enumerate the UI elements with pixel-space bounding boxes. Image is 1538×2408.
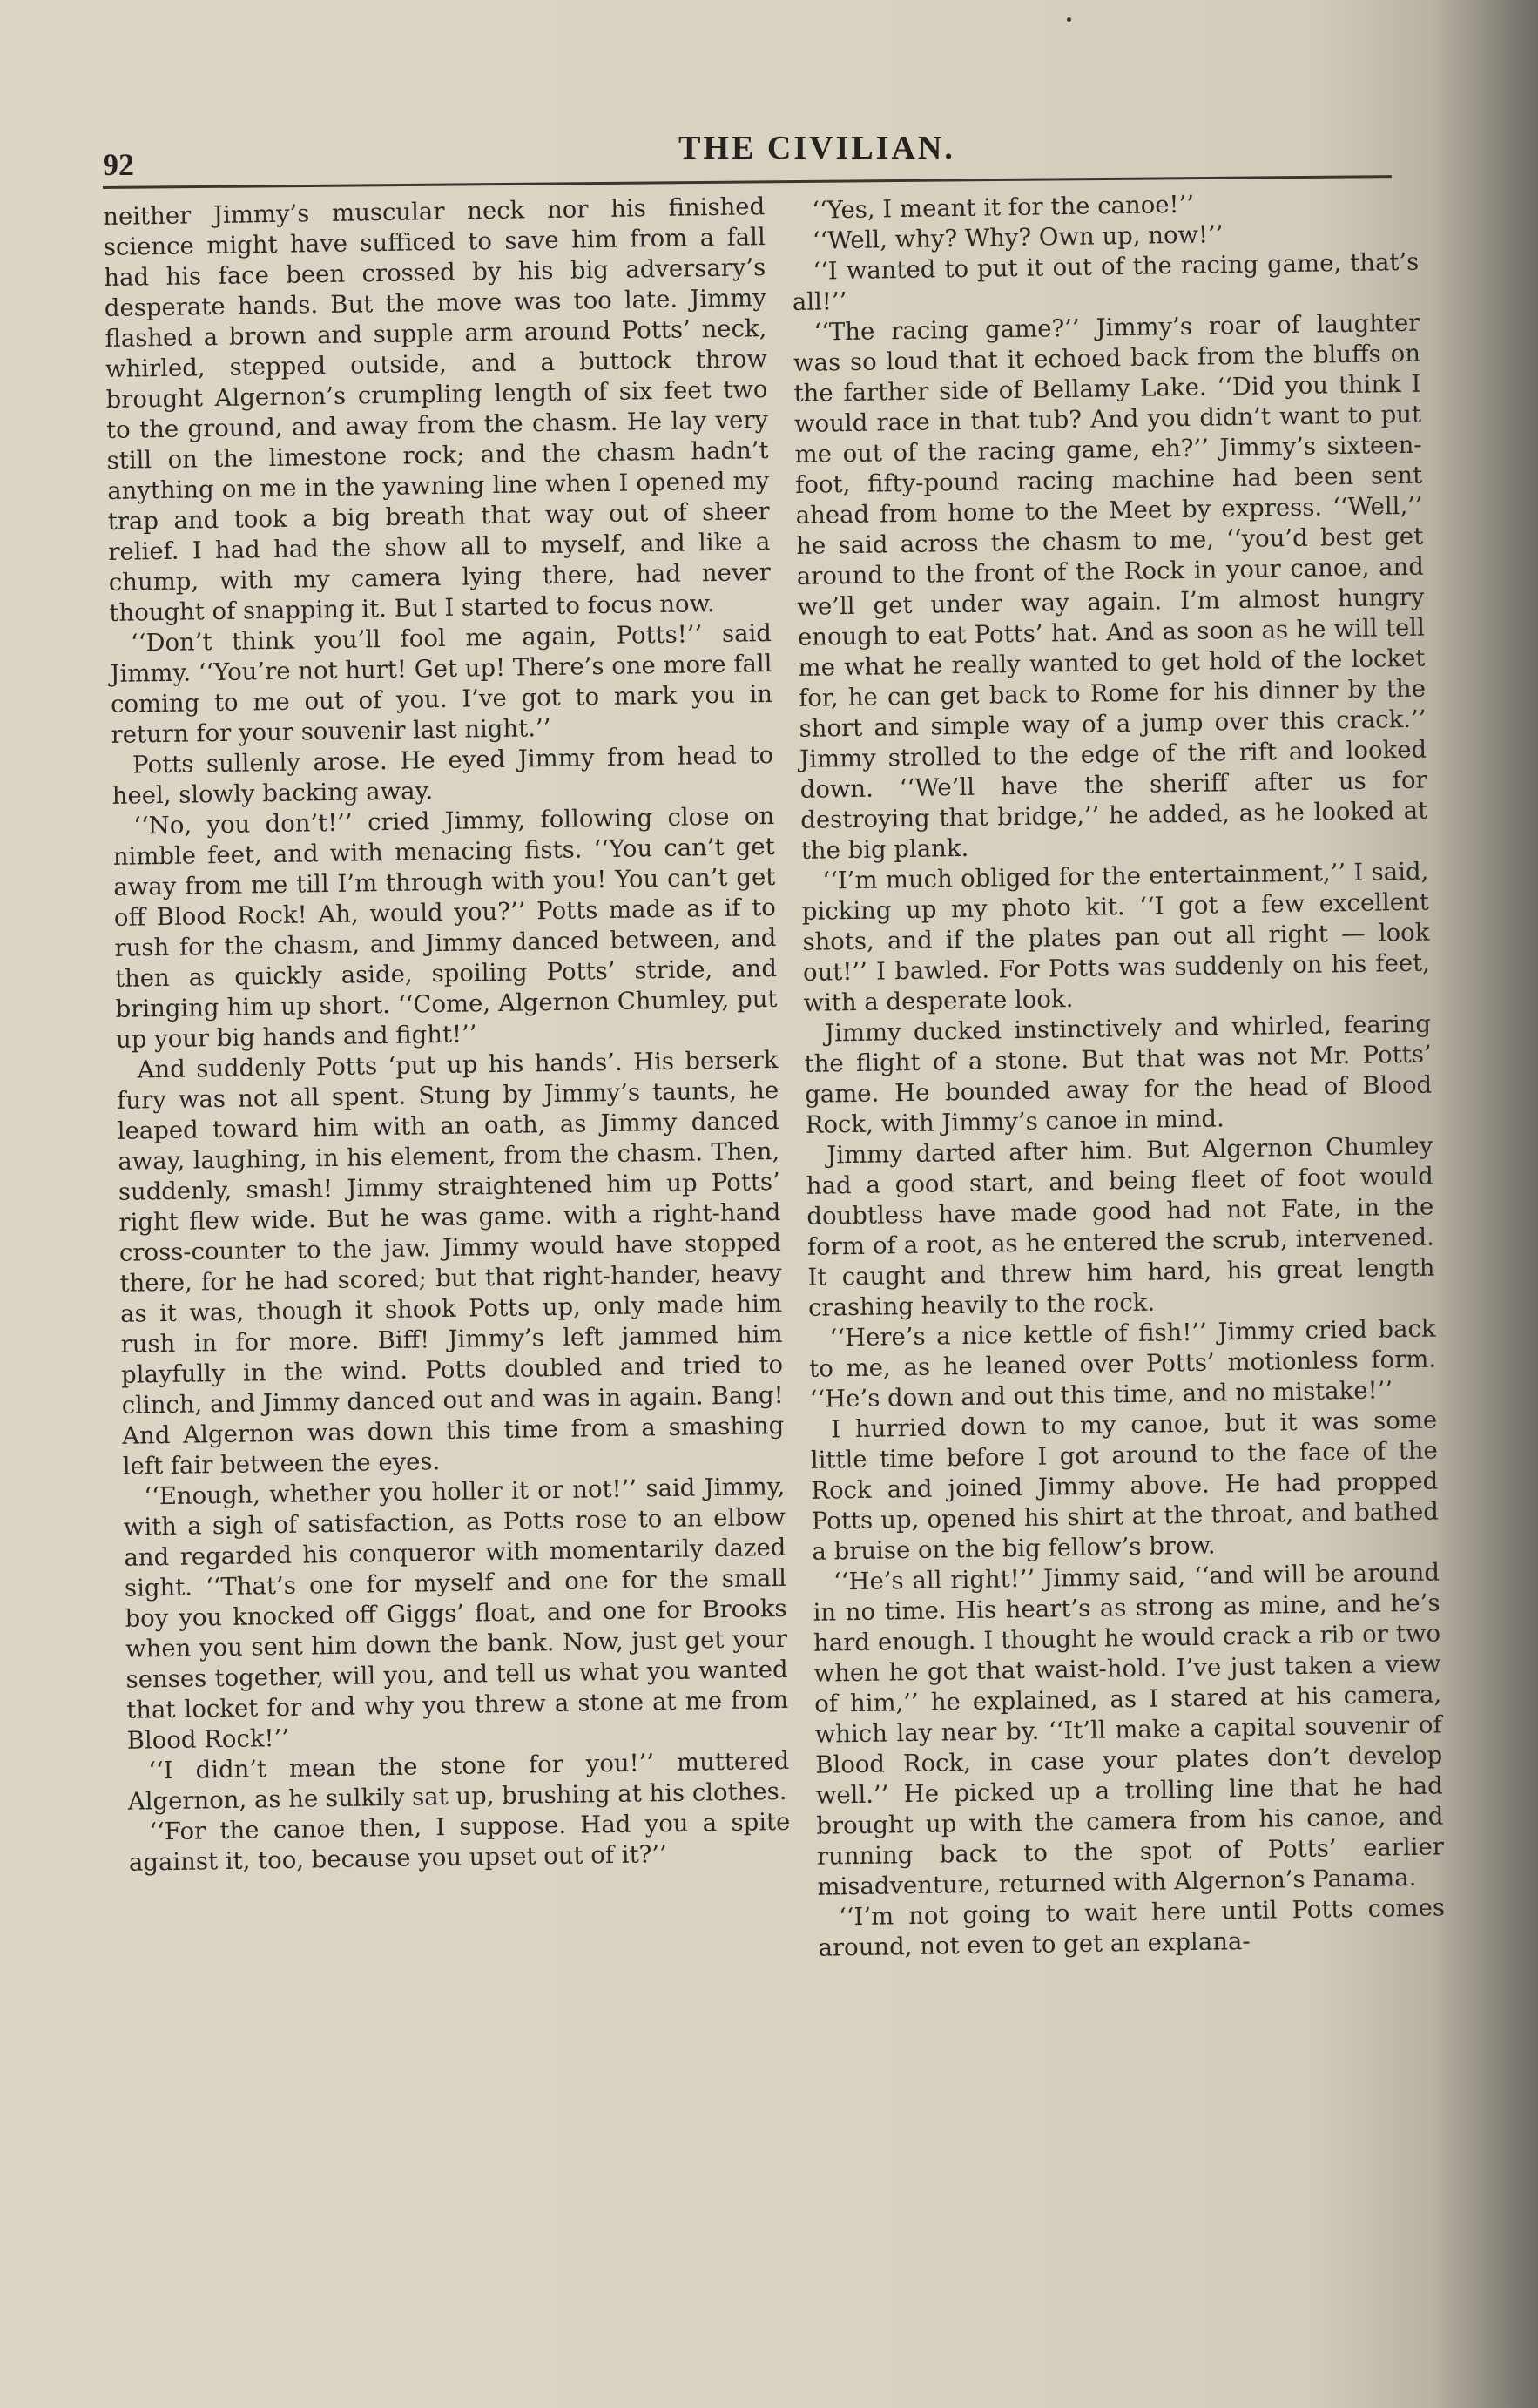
paragraph: ‘‘I’m much obliged for the entertainment,’’ I said, picking up my photo kit. ‘‘I got a few excellent shots, and if the plates pan out all right — look out!’’ I bawled. For Potts was suddenly on his feet, with a desperate look. bbox=[801, 857, 1431, 1017]
paragraph: ‘‘I wanted to put it out of the racing game, that’s all!’’ bbox=[792, 247, 1420, 316]
paragraph: Potts sullenly arose. He eyed Jimmy from head to heel, slowly backing away. bbox=[111, 740, 774, 810]
paragraph: ‘‘Yes, I meant it for the canoe!’’ bbox=[812, 190, 1195, 225]
left-column bbox=[103, 192, 791, 1879]
ink-speck bbox=[1067, 17, 1071, 22]
paragraph: ‘‘Here’s a nice kettle of fish!’’ Jimmy cried back to me, as he leaned over Potts’ motionless form. ‘‘He’s down and out this time, and no mistake!’’ bbox=[808, 1314, 1437, 1413]
header-rule bbox=[103, 175, 1392, 189]
right-column bbox=[791, 186, 1446, 1964]
paragraph: ‘‘I’m not going to wait here until Potts comes around, not even to get an explana- bbox=[818, 1893, 1446, 1962]
paragraph: ‘‘The racing game?’’ Jimmy’s roar of laughter was so loud that it echoed back from the bluffs on the farther side of Bellamy Lake. ‘‘Did you think I would race in that tub? And you didn’t want to put me out of the racing game, eh?’’ Jimmy’s sixteen-foot, fifty-pound racing machine had been sent ahead from home to the Meet by express. ‘‘Well,’’ he said across the chasm to me, ‘‘you’d best get around to the front of the Rock in your canoe, and we’ll get under way again. I’m almost hungry enough to eat Potts’ hat. And as soon as he will tell me what he really wanted to get hold of the locket for, he can get back to Rome for his dinner by the short and simple way of a jump over this crack.’’ Jimmy strolled to the edge of the rift and looked down. ‘‘We’ll have the sheriff after us for destroying that bridge,’’ he added, as he looked at the big plank. bbox=[793, 308, 1428, 865]
paragraph: ‘‘For the canoe then, I suppose. Had you a spite against it, too, because you upset out of it?’’ bbox=[128, 1807, 791, 1877]
paragraph: I hurried down to my canoe, but it was some little time before I got around to the face of the Rock and joined Jimmy above. He had propped Potts up, opened his shirt at the throat, and bathed a bruise on the big fellow’s brow. bbox=[810, 1406, 1440, 1566]
paragraph: ‘‘Well, why? Why? Own up, now!’’ bbox=[812, 220, 1224, 255]
paragraph: ‘‘I didn’t mean the stone for you!’’ muttered Algernon, as he sulkily sat up, brushing at his clothes. bbox=[127, 1746, 790, 1816]
running-title: THE CIVILIAN. bbox=[678, 130, 955, 166]
paragraph: ‘‘No, you don’t!’’ cried Jimmy, following close on nimble feet, and with menacing fists. ‘‘You can’t get away from me till I’m through with you! You can’t get off Blood Rock! Ah, would you?’’ Potts made as if to rush for the chasm, and Jimmy danced between, and then as quickly aside, spoiling Potts’ stride, and bringing him up short. ‘‘Come, Algernon Chumley, put up your big hands and fight!’’ bbox=[112, 801, 778, 1054]
page-number: 92 bbox=[103, 147, 134, 182]
paragraph: ‘‘Enough, whether you holler it or not!’’ said Jimmy, with a sigh of satisfaction, as Potts rose to an elbow and regarded his conqueror with momentarily dazed sight. ‘‘That’s one for myself and one for the small boy you knocked off Giggs’ float, and one for Brooks when you sent him down the bank. Now, just get your senses together, will you, and tell us what you wanted that locket for and why you threw a stone at me from Blood Rock!’’ bbox=[123, 1472, 789, 1755]
paragraph: ‘‘He’s all right!’’ Jimmy said, ‘‘and will be around in no time. His heart’s as strong as mine, and he’s hard enough. I thought he would crack a rib or two when he got that waist-hold. I’ve just taken a view of him,’’ he explained, as I stared at his camera, which lay near by. ‘‘It’ll make a capital souvenir of Blood Rock, in case your plates don’t develop well.’’ He picked up a trolling line that he had brought up with the camera from his canoe, and running back to the spot of Potts’ earlier misadventure, returned with Algernon’s Panama. bbox=[813, 1558, 1445, 1901]
paragraph: neither Jimmy’s muscular neck nor his finished science might have sufficed to save him from a fall had his face been crossed by his big adversary’s desperate hands. But the move was too late. Jimmy flashed a brown and supple arm around Potts’ neck, whirled, stepped outside, and a buttock throw brought Algernon’s crumpling length of six feet two to the ground, and away from the chasm. He lay very still on the limestone rock; and the chasm hadn’t anything on me in the yawning line when I opened my trap and took a big breath that way out of sheer relief. I had had the show all to myself, and like a chump, with my camera lying there, had never thought of snapping it. But I started to focus now. bbox=[103, 192, 772, 627]
paragraph: Jimmy ducked instinctively and whirled, fearing the flight of a stone. But that was not Mr. Potts’ game. He bounded away for the head of Blood Rock, with Jimmy’s canoe in mind. bbox=[804, 1009, 1433, 1139]
page-header bbox=[103, 120, 1392, 190]
paragraph: Jimmy darted after him. But Algernon Chumley had a good start, and being fleet of foot would doubtless have made good had not Fate, in the form of a root, as he entered the scrub, intervened. It caught and threw him hard, his great length crashing heavily to the rock. bbox=[806, 1131, 1435, 1322]
paragraph: ‘‘Don’t think you’ll fool me again, Potts!’’ said Jimmy. ‘‘You’re not hurt! Get up! There’s one more fall coming to me out of you. I’ve got to mark you in return for your souvenir last night.’’ bbox=[110, 619, 773, 749]
paragraph: And suddenly Potts ‘put up his hands’. His berserk fury was not all spent. Stung by Jimmy’s taunts, he leaped toward him with an oath, as Jimmy danced away, laughing, in his element, from the chasm. Then, suddenly, smash! Jimmy straightened him up Potts’ right flew wide. But he was game. with a right-hand cross-counter to the jaw. Jimmy would have stopped there, for he had scored; but that right-hander, heavy as it was, though it shook Potts up, only made him rush in for more. Biff! Jimmy’s left jammed him playfully in the wind. Potts doubled and tried to clinch, and Jimmy danced out and was in again. Bang! And Algernon was down this time from a smashing left fair between the eyes. bbox=[116, 1045, 785, 1481]
